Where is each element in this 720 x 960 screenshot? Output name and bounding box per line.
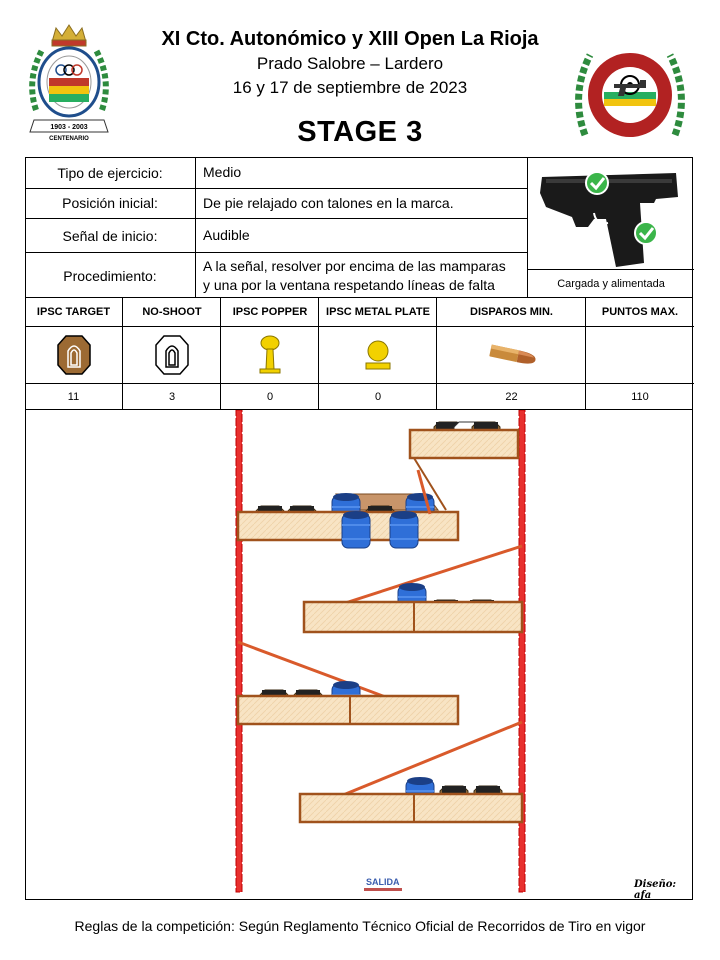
weapon-caption: Cargada y alimentada (528, 269, 694, 298)
col-header: NO-SHOOT (123, 298, 221, 327)
info-value: De pie relajado con talones en la marca. (195, 188, 527, 218)
fault-line-left (236, 410, 242, 892)
logo-years: 1903 - 2003 (50, 124, 88, 131)
procedure-line-2: y una por la ventana respetando líneas de falta (203, 276, 495, 293)
targets-table (25, 298, 693, 410)
stage-info-table (25, 157, 693, 298)
designer-signature: Diseño: afa (634, 879, 677, 901)
col-value: 22 (505, 391, 518, 403)
target-group-4 (238, 642, 458, 724)
procedure-line-1: A la señal, resolver por encima de las mamparas (203, 257, 506, 274)
col-value: 0 (266, 391, 274, 403)
club-logo (570, 40, 690, 150)
col-value: 110 (631, 391, 649, 403)
logo-caption: CENTENARIO (49, 136, 89, 142)
targets-frame (25, 298, 693, 410)
target-group-3 (304, 546, 522, 632)
stage-diagram (25, 410, 693, 900)
info-value: Audible (195, 219, 527, 252)
info-frame (25, 157, 693, 298)
col-value: 0 (374, 391, 382, 403)
start-position-label: SALIDA (364, 877, 402, 891)
col-value: 11 (67, 391, 80, 403)
col-header: PUNTOS MAX. (586, 298, 694, 327)
info-label: Procedimiento: (63, 267, 157, 284)
header-block (130, 26, 570, 100)
dates: 16 y 17 de septiembre de 2023 (232, 78, 468, 97)
stage-title: STAGE 3 (297, 116, 423, 148)
col-header: IPSC METAL PLATE (319, 298, 437, 327)
col-value: 3 (168, 391, 176, 403)
col-header: IPSC POPPER (221, 298, 319, 327)
wall-4 (238, 696, 458, 724)
target-group-5 (300, 722, 522, 822)
info-label: Señal de inicio: (62, 227, 158, 244)
info-value: Medio (195, 157, 527, 188)
col-header: DISPAROS MIN. (437, 298, 586, 327)
info-label: Posición inicial: (62, 195, 158, 211)
info-label: Tipo de ejercicio: (57, 164, 163, 181)
stage-layout (26, 410, 694, 900)
venue: Prado Salobre – Lardero (256, 54, 444, 73)
footer-rules: Reglas de la competición: Según Reglamento Técnico Oficial de Recorridos de Tiro en vigor (74, 918, 646, 934)
competition-title: XI Cto. Autonómico y XIII Open La Rioja (161, 28, 539, 50)
wall-1 (410, 430, 518, 458)
wall-5 (300, 794, 522, 822)
col-header: IPSC TARGET (25, 298, 122, 327)
